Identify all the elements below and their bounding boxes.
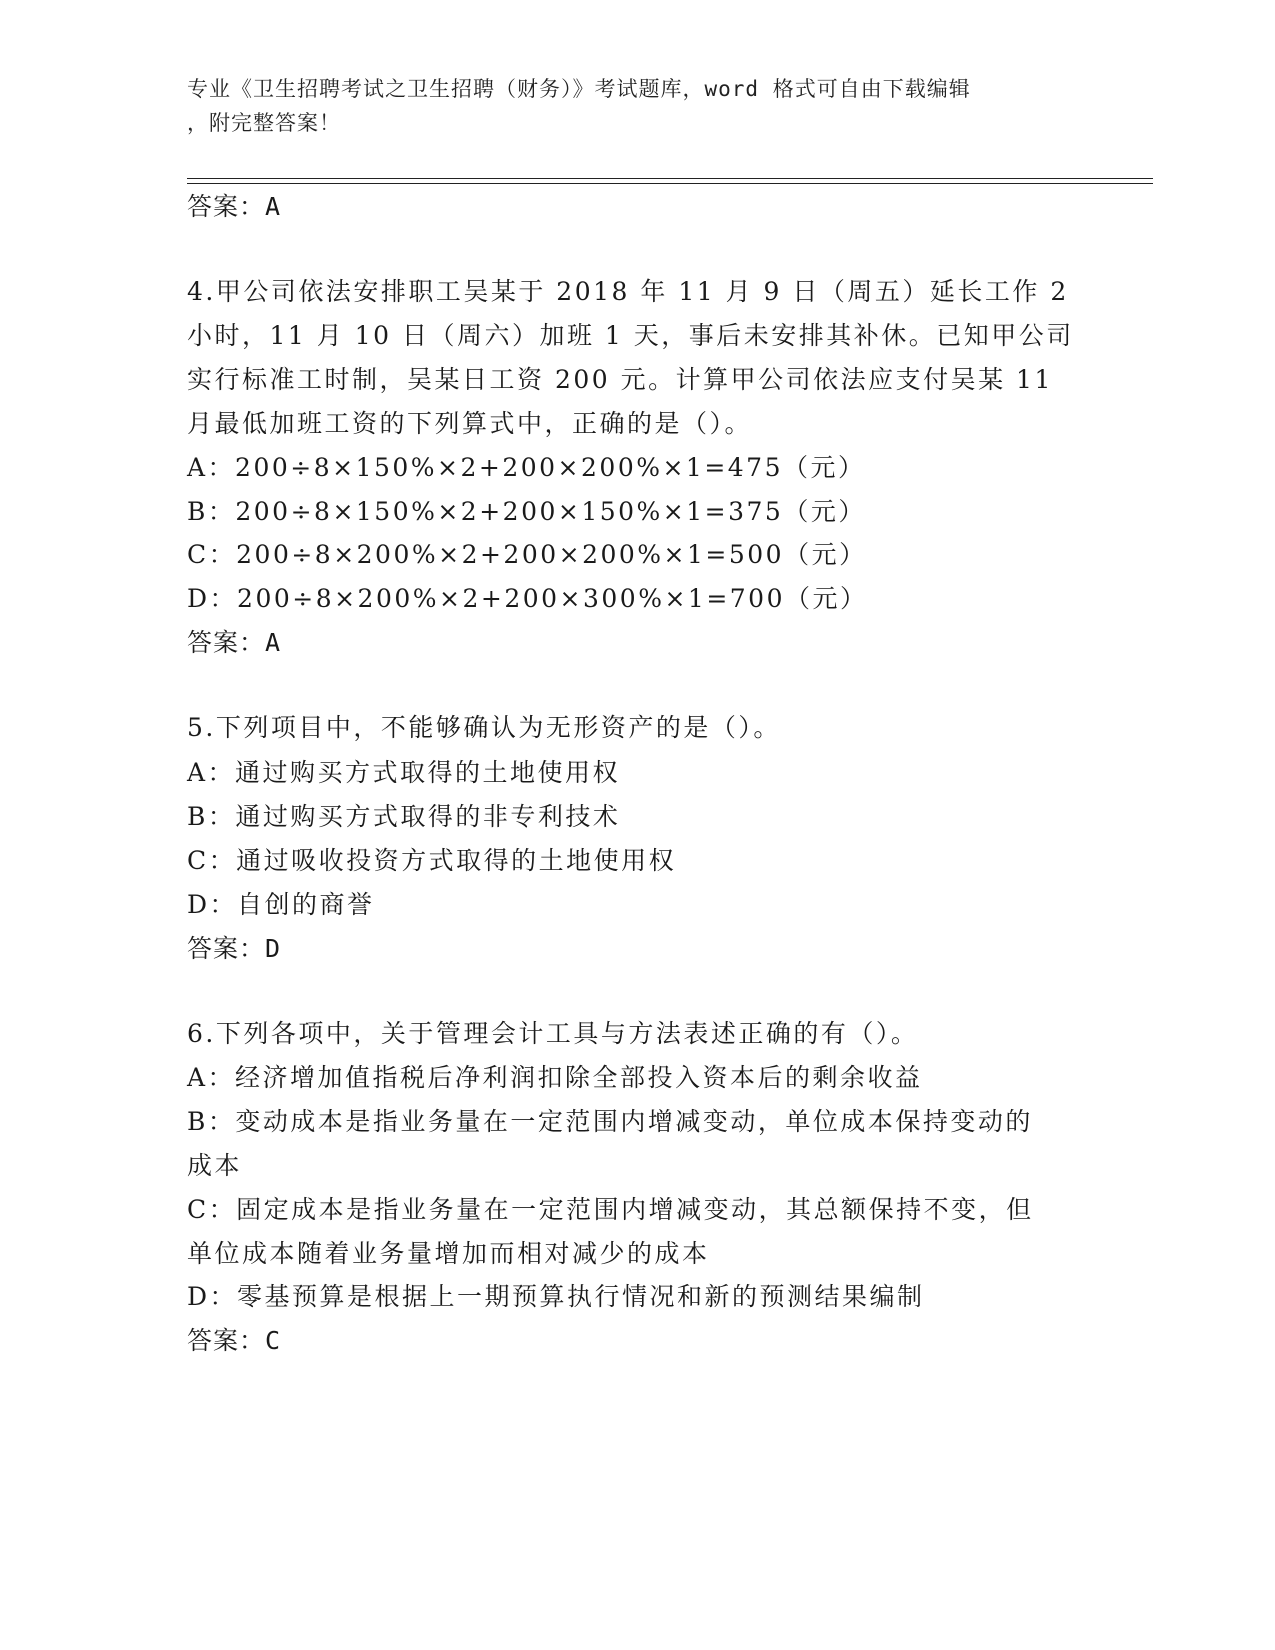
q5-option-c: C：通过吸收投资方式取得的土地使用权 — [187, 846, 677, 875]
answer-value: D — [265, 934, 282, 963]
q5-stem: 5.下列项目中，不能够确认为无形资产的是（）。 — [187, 713, 781, 742]
answer-label: 答案： — [187, 1326, 266, 1355]
q6-option-c-line-2: 单位成本随着业务量增加而相对减少的成本 — [187, 1239, 710, 1268]
q4-stem-line-2: 小时，11 月 10 日（周六）加班 1 天，事后未安排其补休。已知甲公司 — [187, 321, 1074, 350]
answer-prev — [187, 184, 281, 229]
q4-answer — [187, 620, 281, 665]
q4-option-a: A：200÷8×150%×2+200×200%×1=475（元） — [187, 453, 866, 482]
answer-value: C — [265, 1326, 282, 1355]
q4-option-c: C：200÷8×200%×2+200×200%×1=500（元） — [187, 540, 867, 569]
answer-label: 答案： — [187, 192, 266, 221]
q6-option-a: A：经济增加值指税后净利润扣除全部投入资本后的剩余收益 — [187, 1063, 923, 1092]
q4-option-d: D：200÷8×200%×2+200×300%×1=700（元） — [187, 584, 868, 613]
q6-option-b-line-2: 成本 — [187, 1151, 243, 1180]
answer-label: 答案： — [187, 934, 266, 963]
header-line-2: ，附完整答案！ — [187, 111, 341, 135]
answer-value: A — [265, 192, 282, 221]
q6-option-d: D：零基预算是根据上一期预算执行情况和新的预测结果编制 — [187, 1282, 925, 1311]
q5-option-a: A：通过购买方式取得的土地使用权 — [187, 758, 621, 787]
page-header — [187, 72, 1087, 140]
q5-option-b: B：通过购买方式取得的非专利技术 — [187, 802, 621, 831]
q6-option-c-line-1: C：固定成本是指业务量在一定范围内增减变动，其总额保持不变，但 — [187, 1195, 1034, 1224]
q5-answer — [187, 926, 281, 971]
q6-option-b-line-1: B：变动成本是指业务量在一定范围内增减变动，单位成本保持变动的 — [187, 1107, 1033, 1136]
q6-answer — [187, 1318, 281, 1363]
q4-stem-line-4: 月最低加班工资的下列算式中，正确的是（）。 — [187, 409, 753, 438]
header-line-1: 专业《卫生招聘考试之卫生招聘（财务）》考试题库，word 格式可自由下载编辑 — [187, 77, 971, 101]
q4-stem-line-1: 4.甲公司依法安排职工吴某于 2018 年 11 月 9 日（周五）延长工作 2 — [187, 277, 1069, 306]
answer-value: A — [265, 628, 282, 657]
q5-option-d: D：自创的商誉 — [187, 890, 375, 919]
header-rule-top — [187, 178, 1153, 179]
q4-option-b: B：200÷8×150%×2+200×150%×1=375（元） — [187, 497, 866, 526]
answer-label: 答案： — [187, 628, 266, 657]
q4-stem-line-3: 实行标准工时制，吴某日工资 200 元。计算甲公司依法应支付吴某 11 — [187, 365, 1053, 394]
q6-stem: 6.下列各项中，关于管理会计工具与方法表述正确的有（）。 — [187, 1019, 919, 1048]
header-rule-bottom — [187, 183, 1153, 184]
